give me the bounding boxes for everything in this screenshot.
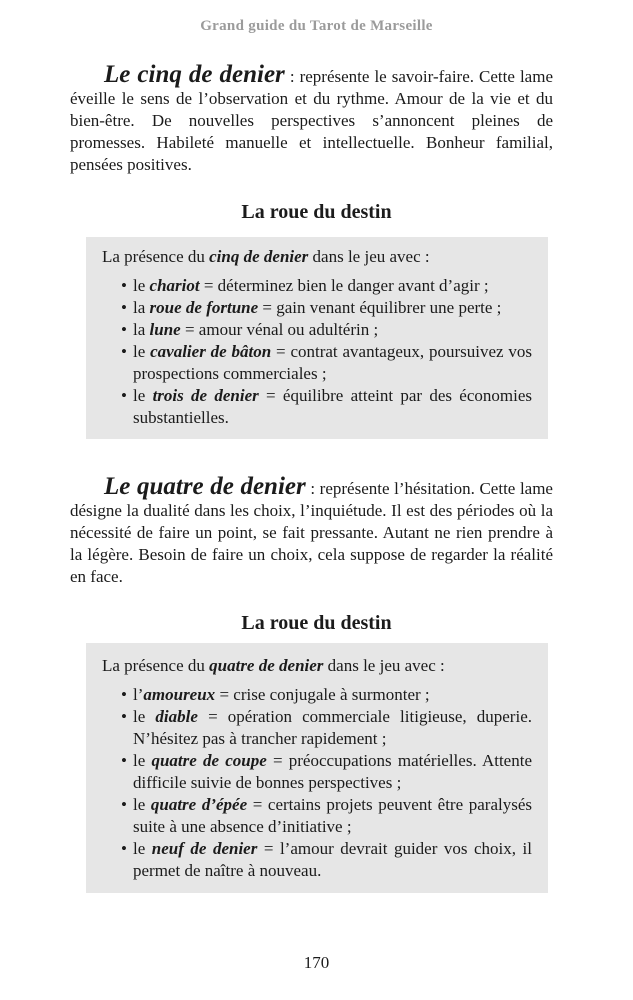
- section1-box-intro: [102, 246, 532, 268]
- section1-text: représente le savoir-faire. Cette lame éveille le sens de l’observation et du rythme. Amour de la vie et du bien-être. De nouvelles perspectives s’annoncent pleines de promesses. Habileté manuelle et intellectuelle. Bonheur familial, pensées positives.: [70, 67, 553, 174]
- item-prefix: le: [133, 795, 151, 814]
- list-item: [133, 706, 532, 750]
- item-prefix: le: [133, 751, 152, 770]
- item-prefix: la: [133, 320, 150, 339]
- item-meaning: = amour vénal ou adultérin ;: [180, 320, 379, 339]
- item-card-name: trois de denier: [152, 386, 259, 405]
- item-card-name: diable: [155, 707, 198, 726]
- item-meaning: = préoccupations matérielles. Attente difficile suivie de bonnes perspectives ;: [133, 751, 532, 792]
- intro-card-name: quatre de denier: [209, 656, 324, 675]
- item-meaning: = certains projets peuvent être paralysés suite à une absence d’initiative ;: [133, 795, 532, 836]
- item-prefix: le: [133, 276, 150, 295]
- section1-paragraph: [70, 61, 553, 176]
- section2-box-intro: [102, 655, 532, 677]
- section2-heading: La roue du destin: [241, 612, 392, 634]
- section1-card-box: [86, 237, 548, 439]
- intro-suffix: dans le jeu avec :: [308, 247, 430, 266]
- item-meaning: = opération commerciale litigieuse, duperie. N’hésitez pas à trancher rapidement ;: [133, 707, 532, 748]
- section1-title: Le cinq de denier: [104, 61, 285, 88]
- item-prefix: le: [133, 386, 153, 405]
- running-head: Grand guide du Tarot de Marseille: [200, 18, 433, 34]
- section1-heading: La roue du destin: [241, 201, 392, 223]
- item-meaning: = contrat avantageux, poursuivez vos prospections commerciales ;: [133, 342, 533, 383]
- item-prefix: le: [133, 839, 152, 858]
- intro-suffix: dans le jeu avec :: [323, 656, 445, 675]
- item-prefix: la: [133, 298, 150, 317]
- intro-prefix: La présence du: [102, 656, 210, 675]
- section2-separator: :: [305, 479, 320, 498]
- item-card-name: cavalier de bâton: [150, 342, 272, 361]
- item-meaning: = gain venant équilibrer une perte ;: [258, 298, 502, 317]
- section2-card-box: [86, 643, 548, 893]
- item-card-name: lune: [149, 320, 181, 339]
- page-number: 170: [303, 953, 330, 972]
- item-card-name: chariot: [149, 276, 200, 295]
- item-meaning: = crise conjugale à surmonter ;: [215, 685, 430, 704]
- list-item: [133, 684, 532, 706]
- section2-text: représente l’hésitation. Cette lame désigne la dualité dans les choix, l’inquiétude. Il est des périodes où la nécessité de faire un point, se fait pressante. Autant ne rien prendre à la légère. Besoin de faire un choix, cela suppose de regarder la réalité en face.: [70, 479, 553, 586]
- item-card-name: quatre de coupe: [151, 751, 267, 770]
- item-prefix: le: [133, 707, 156, 726]
- item-meaning: = déterminez bien le danger avant d’agir ;: [199, 276, 489, 295]
- list-item: [133, 838, 532, 882]
- list-item: [133, 275, 532, 297]
- intro-card-name: cinq de denier: [209, 247, 309, 266]
- section2-title: Le quatre de denier: [104, 473, 306, 500]
- item-card-name: amoureux: [143, 685, 216, 704]
- list-item: [133, 341, 532, 385]
- item-prefix: l’: [133, 685, 144, 704]
- item-card-name: roue de fortune: [149, 298, 259, 317]
- item-card-name: quatre d’épée: [150, 795, 248, 814]
- section2-card-list: [102, 684, 532, 882]
- list-item: [133, 385, 532, 429]
- list-item: [133, 750, 532, 794]
- list-item: [133, 794, 532, 838]
- section1-separator: :: [284, 67, 300, 86]
- intro-prefix: La présence du: [102, 247, 210, 266]
- item-card-name: neuf de denier: [151, 839, 258, 858]
- section2-paragraph: [70, 473, 553, 588]
- item-prefix: le: [133, 342, 151, 361]
- item-meaning: = équilibre atteint par des économies substantielles.: [133, 386, 533, 427]
- list-item: [133, 319, 532, 341]
- section1-card-list: [102, 275, 532, 429]
- list-item: [133, 297, 532, 319]
- item-meaning: = l’amour devrait guider vos choix, il permet de naître à nouveau.: [133, 839, 532, 880]
